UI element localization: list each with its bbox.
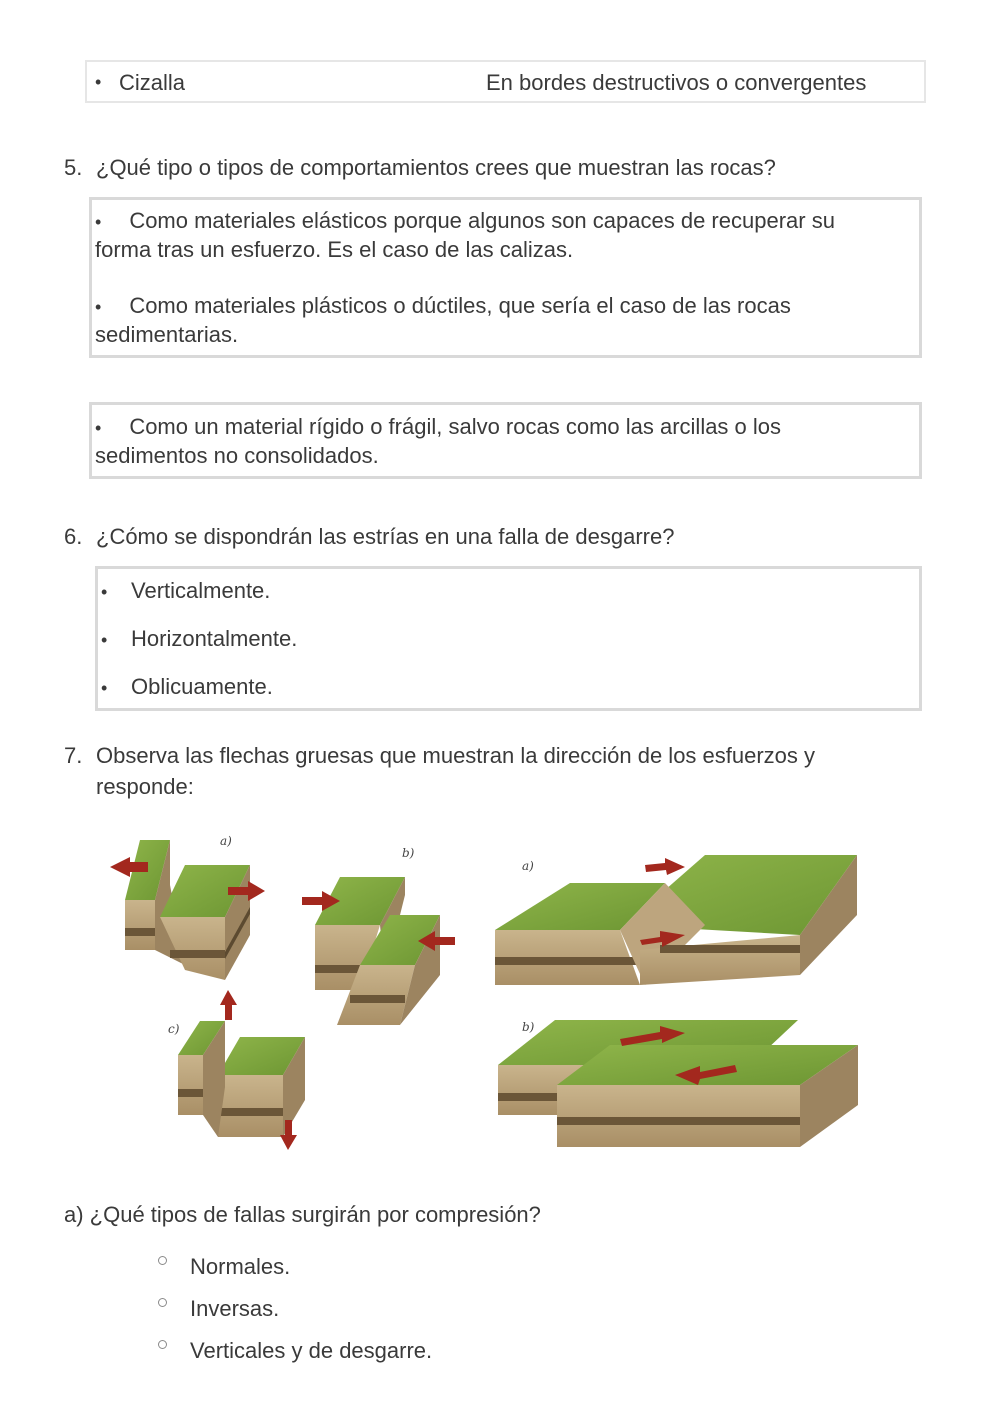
block-normal-fault — [110, 834, 265, 980]
match-right-term: En bordes destructivos o convergentes — [486, 70, 867, 95]
q5-option-2-line1: Como materiales plásticos o dúctiles, que sería el caso de las rocas — [129, 293, 791, 318]
question-6-number: 6. — [64, 524, 83, 549]
bullet: • — [101, 678, 108, 698]
q6-option-horizontalmente[interactable]: Horizontalmente. — [131, 626, 298, 651]
subquestion-a-option-normales[interactable]: Normales. — [190, 1254, 291, 1279]
option-radio[interactable] — [158, 1256, 167, 1265]
block-slab-strike-slip — [498, 1020, 858, 1147]
question-5-text: ¿Qué tipo o tipos de comportamientos crees que muestran las rocas? — [96, 155, 776, 180]
q5-option-2[interactable] — [95, 292, 913, 349]
fault-types-figure — [100, 825, 880, 1165]
q5-option-1[interactable] — [95, 207, 913, 264]
bullet: • — [95, 297, 102, 317]
matching-row[interactable] — [85, 60, 926, 103]
arrow-up — [220, 990, 237, 1020]
subquestion-a-option-inversas[interactable]: Inversas. — [190, 1296, 280, 1321]
label-left-c: c) — [168, 1022, 180, 1036]
option-radio[interactable] — [158, 1340, 167, 1349]
q5-option-2-line2: sedimentarias. — [95, 322, 239, 347]
bullet: • — [101, 582, 108, 602]
q6-option-verticalmente[interactable]: Verticalmente. — [131, 578, 271, 603]
label-left-a: a) — [220, 834, 232, 848]
subquestion-a-option-verticales[interactable]: Verticales y de desgarre. — [190, 1338, 433, 1363]
q5-option-3[interactable] — [95, 413, 913, 470]
question-6-text: ¿Cómo se dispondrán las estrías en una falla de desgarre? — [96, 524, 675, 549]
label-right-b: b) — [522, 1020, 535, 1034]
q5-option-1-line1: Como materiales elásticos porque algunos son capaces de recuperar su — [129, 208, 835, 233]
block-vertical-fault — [168, 990, 305, 1150]
question-7-line2: responde: — [96, 774, 194, 799]
question-5-number: 5. — [64, 155, 83, 180]
block-reverse-fault — [302, 846, 455, 1025]
label-right-a: a) — [522, 859, 534, 873]
match-left-term: Cizalla — [119, 70, 186, 95]
question-7-line1: Observa las flechas gruesas que muestran la dirección de los esfuerzos y — [96, 743, 816, 768]
option-radio[interactable] — [158, 1298, 167, 1307]
label-left-b: b) — [402, 846, 415, 860]
bullet: • — [101, 630, 108, 650]
block-slab-normal-fault — [495, 855, 857, 985]
subquestion-a-text: a) ¿Qué tipos de fallas surgirán por compresión? — [64, 1202, 541, 1227]
q5-option-1-line2: forma tras un esfuerzo. Es el caso de las calizas. — [95, 237, 574, 262]
bullet: • — [95, 418, 102, 438]
q5-option-3-line1: Como un material rígido o frágil, salvo rocas como las arcillas o los — [129, 414, 782, 439]
arrow-shear — [645, 858, 685, 875]
question-7-text — [96, 740, 815, 802]
bullet: • — [95, 72, 102, 92]
bullet: • — [95, 212, 102, 232]
q6-option-oblicuamente[interactable]: Oblicuamente. — [131, 674, 273, 699]
question-7-number: 7. — [64, 743, 83, 768]
q5-option-3-line2: sedimentos no consolidados. — [95, 443, 379, 468]
